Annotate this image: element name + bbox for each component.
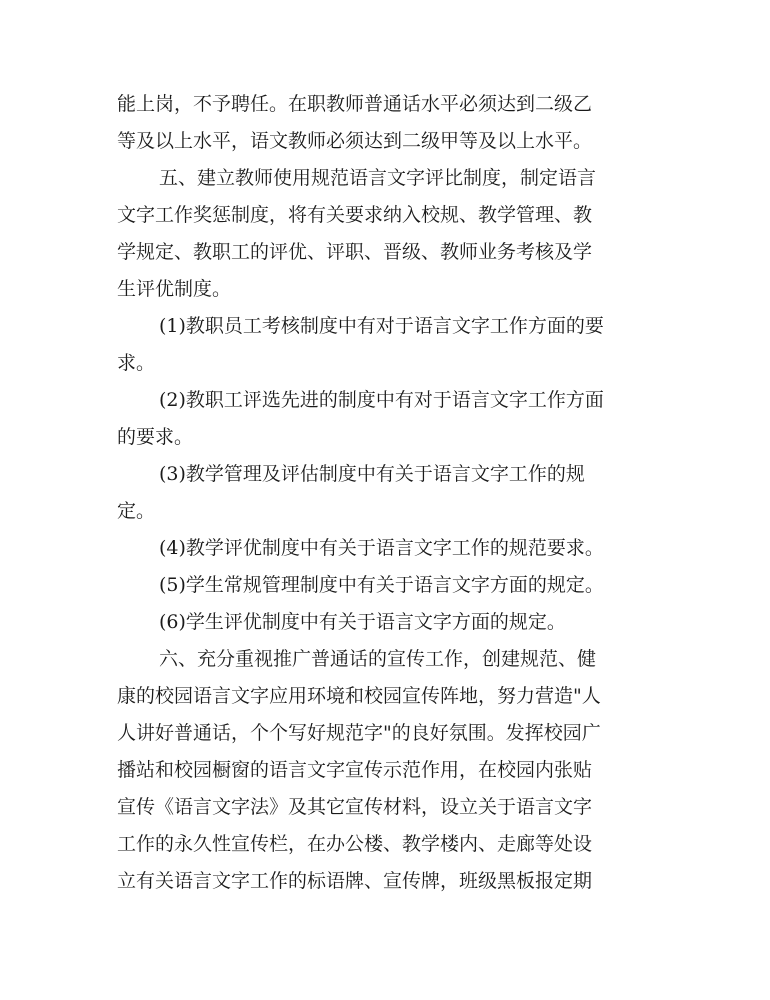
list-item-3: (3)教学管理及评估制度中有关于语言文字工作的规 <box>159 463 585 485</box>
text-line: 能上岗，不予聘任。在职教师普通话水平必须达到二级乙 <box>117 93 593 115</box>
text-line: 求。 <box>117 352 156 374</box>
list-item-6: (6)学生评优制度中有关于语言文字方面的规定。 <box>159 611 566 633</box>
list-item-1: (1)教职员工考核制度中有对于语言文字工作方面的要 <box>159 315 604 337</box>
list-item-5: (5)学生常规管理制度中有关于语言文字方面的规定。 <box>159 574 604 596</box>
text-line: 文字工作奖惩制度，将有关要求纳入校规、教学管理、教 <box>117 204 593 226</box>
text-line: 人讲好普通话，个个写好规范字"的良好氛围。发挥校园广 <box>117 722 601 744</box>
text-line: 的要求。 <box>117 426 194 448</box>
text-line: 生评优制度。 <box>117 278 232 300</box>
list-item-2: (2)教职工评选先进的制度中有对于语言文字工作方面 <box>159 389 604 411</box>
text-line: 工作的永久性宣传栏，在办公楼、教学楼内、走廊等处设 <box>117 833 593 855</box>
text-line: 立有关语言文字工作的标语牌、宣传牌，班级黑板报定期 <box>117 870 593 892</box>
list-item-4: (4)教学评优制度中有关于语言文字工作的规范要求。 <box>159 537 604 559</box>
text-line: 宣传《语言文字法》及其它宣传材料，设立关于语言文字 <box>117 796 593 818</box>
text-line: 播站和校园橱窗的语言文字宣传示范作用，在校园内张贴 <box>117 759 593 781</box>
text-line: 定。 <box>117 500 156 522</box>
text-line: 学规定、教职工的评优、评职、晋级、教师业务考核及学 <box>117 241 593 263</box>
section-heading-five: 五、建立教师使用规范语言文字评比制度，制定语言 <box>159 167 597 189</box>
document-body <box>117 86 657 900</box>
text-line: 康的校园语言文字应用环境和校园宣传阵地，努力营造"人 <box>117 685 601 707</box>
text-line: 等及以上水平，语文教师必须达到二级甲等及以上水平。 <box>117 130 593 152</box>
section-heading-six: 六、充分重视推广普通话的宣传工作，创建规范、健 <box>159 648 597 670</box>
